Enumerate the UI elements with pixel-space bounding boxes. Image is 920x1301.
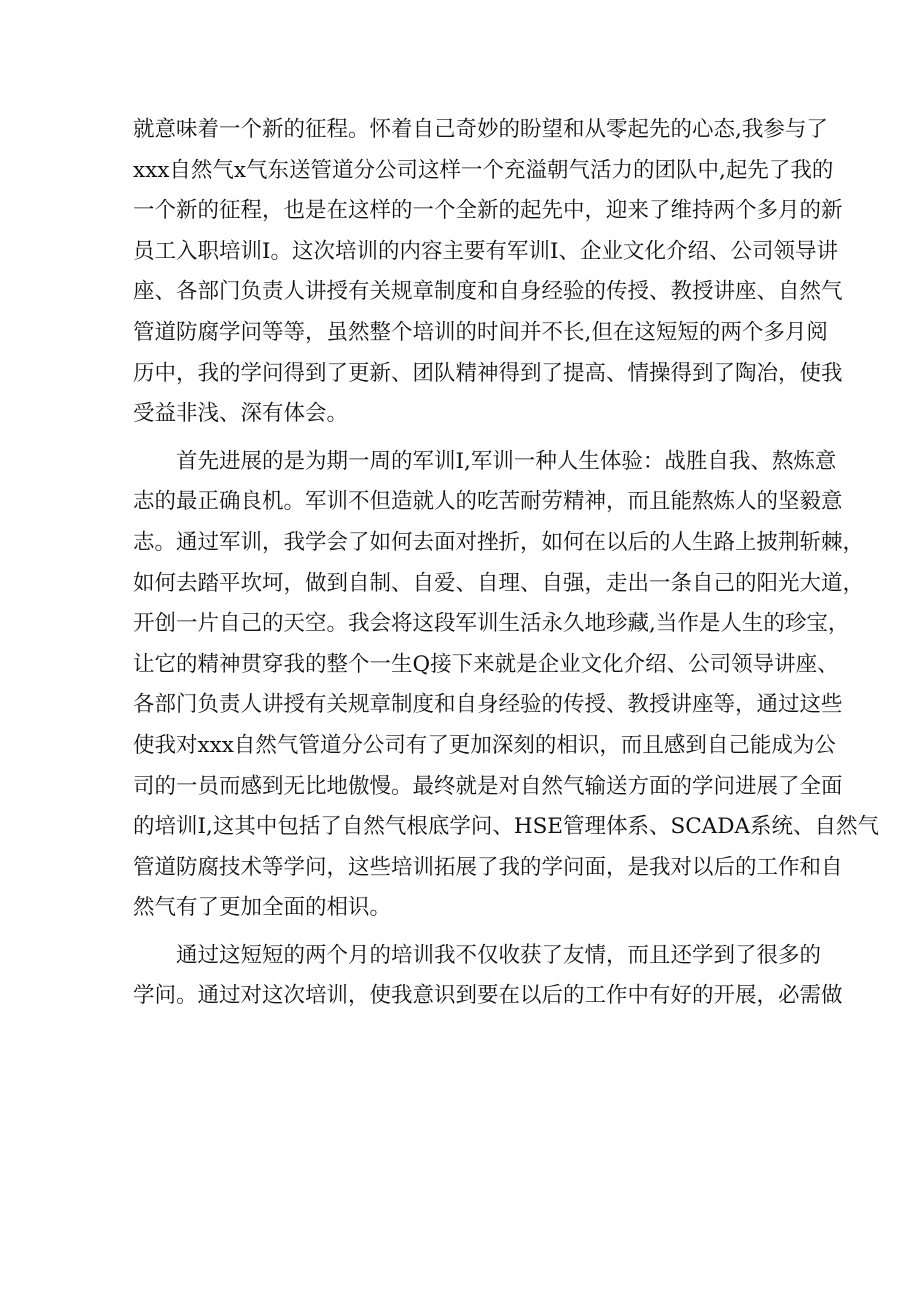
text-line: 志。通过军训，我学会了如何去面对挫折，如何在以后的人生路上披荆斩棘，	[133, 529, 865, 555]
text-line: 的培训I,这其中包括了自然气根底学问、HSE管理体系、SCADA系统、自然气	[133, 814, 879, 840]
text-line: 各部门负责人讲授有关规章制度和自身经验的传授、教授讲座等，通过这些	[133, 692, 843, 718]
text-line: 如何去踏平坎坷，做到自制、自爱、自理、自强，走出一条自己的阳光大道，	[133, 570, 865, 596]
text-line: 历中，我的学问得到了更新、团队精神得到了提高、情操得到了陶冶，使我	[133, 360, 843, 386]
text-line: xxx自然气x气东送管道分公司这样一个充溢朝气活力的团队中,起先了我的	[133, 157, 834, 183]
text-line: 让它的精神贯穿我的整个一生Q接下来就是企业文化介绍、公司领导讲座、	[133, 651, 839, 677]
text-line: 一个新的征程，也是在这样的一个全新的起先中，迎来了维持两个多月的新	[133, 198, 843, 224]
text-line: 管道防腐技术等学问，这些培训拓展了我的学问面，是我对以后的工作和自	[133, 854, 843, 880]
paragraph-2	[133, 442, 879, 929]
text-line: 学问。通过对这次培训，使我意识到要在以后的工作中有好的开展，必需做	[133, 983, 843, 1009]
text-line: 然气有了更加全面的相识。	[133, 895, 392, 921]
text-line: 座、各部门负责人讲授有关规章制度和自身经验的传授、教授讲座、自然气	[133, 279, 843, 305]
text-line: 通过这短短的两个月的培训我不仅收获了友情，而且还学到了很多的	[176, 942, 822, 968]
paragraph-1	[133, 110, 843, 435]
document-body	[133, 110, 879, 1017]
text-line: 志的最正确良机。军训不但造就人的吃苦耐劳精神，而且能熬炼人的坚毅意	[133, 489, 843, 515]
text-line: 司的一员而感到无比地傲慢。最终就是对自然气输送方面的学问进展了全面	[133, 773, 843, 799]
text-line: 管道防腐学问等等，虽然整个培训的时间并不长,但在这短短的两个多月阅	[133, 319, 828, 345]
text-line: 使我对xxx自然气管道分公司有了更加深刻的相识，而且感到自己能成为公	[133, 732, 836, 758]
paragraph-3	[133, 936, 843, 1017]
text-line: 首先进展的是为期一周的军训I,军训一种人生体验：战胜自我、熬炼意	[176, 448, 837, 474]
text-line: 开创一片自己的天空。我会将这段军训生活永久地珍藏,当作是人生的珍宝，	[133, 611, 850, 637]
text-line: 受益非浅、深有体会。	[133, 401, 349, 427]
text-line: 就意味着一个新的征程。怀着自己奇妙的盼望和从零起先的心态,我参与了	[133, 117, 828, 142]
text-line: 员工入职培训I。这次培训的内容主要有军训I、企业文化介绍、公司领导讲	[133, 238, 838, 264]
